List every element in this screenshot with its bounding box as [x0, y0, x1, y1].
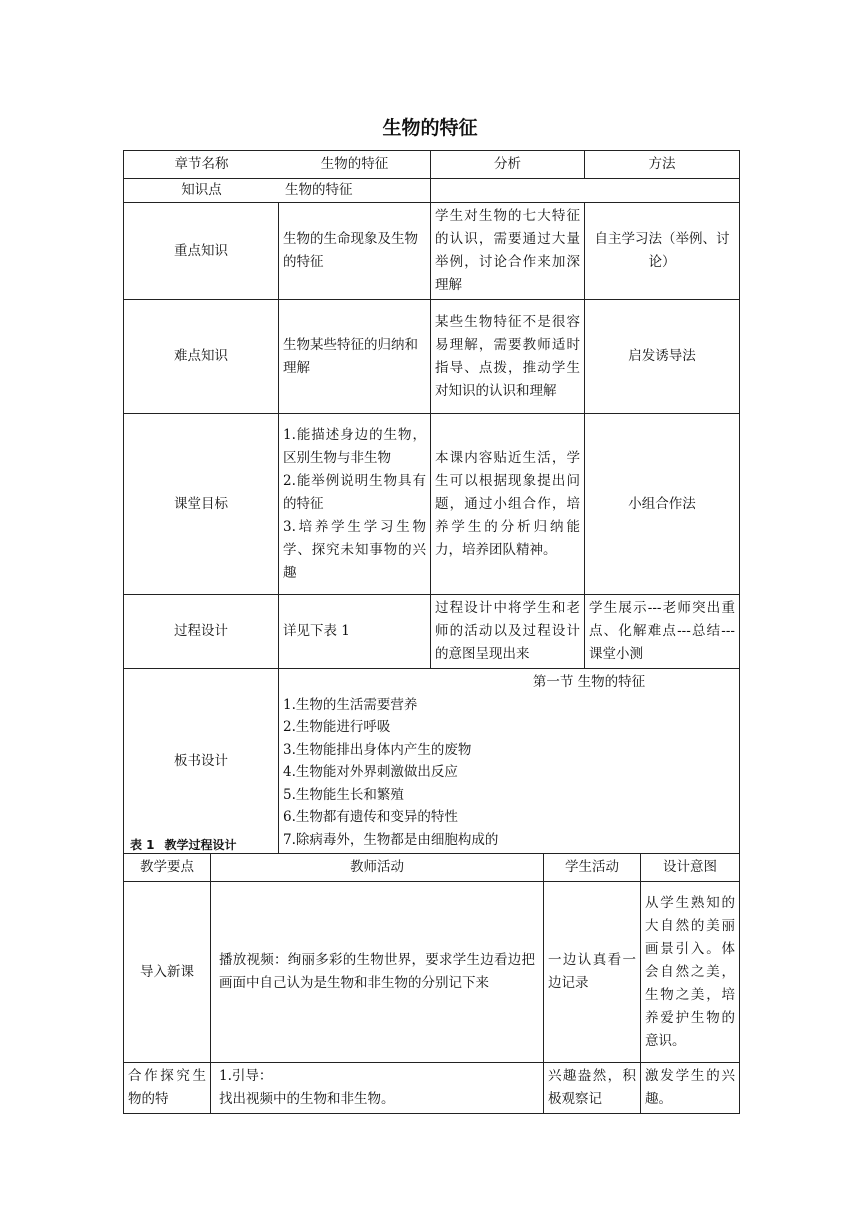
header-chapter-value: 生物的特征 — [320, 156, 389, 172]
intent-cell: 从学生熟知的大自然的美丽画景引入。体会自然之美，生物之美，培养爱护生物的意识。 — [641, 882, 740, 1063]
student-cell: 兴趣盎然，积极观察记 — [544, 1063, 641, 1114]
board-item: 6.生物都有遗传和变异的特性 — [283, 809, 458, 825]
table-caption — [130, 836, 247, 853]
row-analysis: 学生对生物的七大特征的认识，需要通过大量举例，讨论合作来加深理解 — [431, 203, 585, 300]
knowledge-value: 生物的特征 — [285, 182, 353, 198]
table-row — [124, 203, 740, 300]
board-label: 板书设计 — [124, 669, 279, 854]
board-design-row — [124, 669, 740, 854]
row-label: 课堂目标 — [124, 414, 279, 595]
table-row — [124, 300, 740, 414]
knowledge-label: 知识点 — [181, 182, 222, 198]
row-analysis: 过程设计中将学生和老师的活动以及过程设计的意图呈现出来 — [431, 595, 585, 669]
table-row — [124, 882, 740, 1063]
row-method: 自主学习法（举例、讨论） — [585, 203, 740, 300]
header-student: 学生活动 — [544, 854, 641, 882]
row-analysis: 某些生物特征不是很容易理解，需要教师适时指导、点拨，推动学生对知识的认识和理解 — [431, 300, 585, 414]
row-method: 小组合作法 — [585, 414, 740, 595]
header-teacher: 教师活动 — [211, 854, 544, 882]
caption-number: 表 1 — [130, 838, 155, 852]
header-chapter-label: 章节名称 — [174, 156, 229, 172]
page-title: 生物的特征 — [382, 117, 478, 139]
teacher-cell — [211, 1063, 544, 1114]
row-analysis: 本课内容贴近生活，学生可以根据现象提出问题，通过小组合作，培养学生的分析归纳能力，培养团队精神。 — [431, 414, 585, 595]
goal-item: 1.能描述身边的生物，区别生物与非生物 — [283, 426, 426, 466]
table-row — [124, 1063, 740, 1114]
knowledge-empty-cell — [431, 179, 740, 203]
student-cell: 一边认真看一边记录 — [544, 882, 641, 1063]
board-item: 1.生物的生活需要营养 — [283, 696, 418, 713]
header-point: 教学要点 — [124, 854, 211, 882]
header-analysis: 分析 — [431, 151, 585, 179]
board-item: 7.除病毒外，生物都是由细胞构成的 — [283, 831, 499, 848]
board-item: 2.生物能进行呼吸 — [283, 719, 391, 735]
board-heading: 第一节 生物的特征 — [532, 674, 646, 690]
row-label: 难点知识 — [124, 300, 279, 414]
row-content — [279, 414, 431, 595]
header-intent: 设计意图 — [641, 854, 740, 882]
header-method: 方法 — [585, 151, 740, 179]
goal-item: 2.能举例说明生物具有的特征 — [283, 472, 426, 512]
teacher-line: 1.引导： — [219, 1068, 273, 1084]
process-design-table — [123, 853, 740, 1114]
board-item: 5.生物能生长和繁殖 — [283, 786, 404, 803]
row-content: 生物的生命现象及生物的特征 — [279, 203, 431, 300]
row-method: 启发诱导法 — [585, 300, 740, 414]
board-item: 3.生物能排出身体内产生的废物 — [283, 741, 472, 758]
point-cell: 合作探究生物的特 — [124, 1063, 211, 1114]
teacher-line: 找出视频中的生物和非生物。 — [219, 1091, 395, 1107]
table-row — [124, 595, 740, 669]
caption-text: 教学过程设计 — [164, 838, 237, 852]
knowledge-cell — [124, 179, 431, 203]
goal-item: 3.培养学生学习生物学、探究未知事物的兴趣 — [283, 518, 426, 581]
knowledge-row — [124, 179, 740, 203]
row-label: 重点知识 — [124, 203, 279, 300]
intent-cell: 激发学生的兴趣。 — [641, 1063, 740, 1114]
row-content: 详见下表 1 — [279, 595, 431, 669]
board-content — [279, 669, 740, 854]
teacher-cell: 播放视频：绚丽多彩的生物世界，要求学生边看边把画面中自己认为是生物和非生物的分别记下来 — [211, 882, 544, 1063]
header-chapter-cell — [124, 151, 431, 179]
row-content: 生物某些特征的归纳和理解 — [279, 300, 431, 414]
lesson-plan-table — [123, 150, 740, 854]
table-header-row — [124, 854, 740, 882]
table-header-row — [124, 151, 740, 179]
board-item: 4.生物能对外界刺激做出反应 — [283, 764, 458, 780]
row-label: 过程设计 — [124, 595, 279, 669]
table-row — [124, 414, 740, 595]
row-method: 学生展示---老师突出重点、化解难点---总结---课堂小测 — [585, 595, 740, 669]
point-cell: 导入新课 — [124, 882, 211, 1063]
